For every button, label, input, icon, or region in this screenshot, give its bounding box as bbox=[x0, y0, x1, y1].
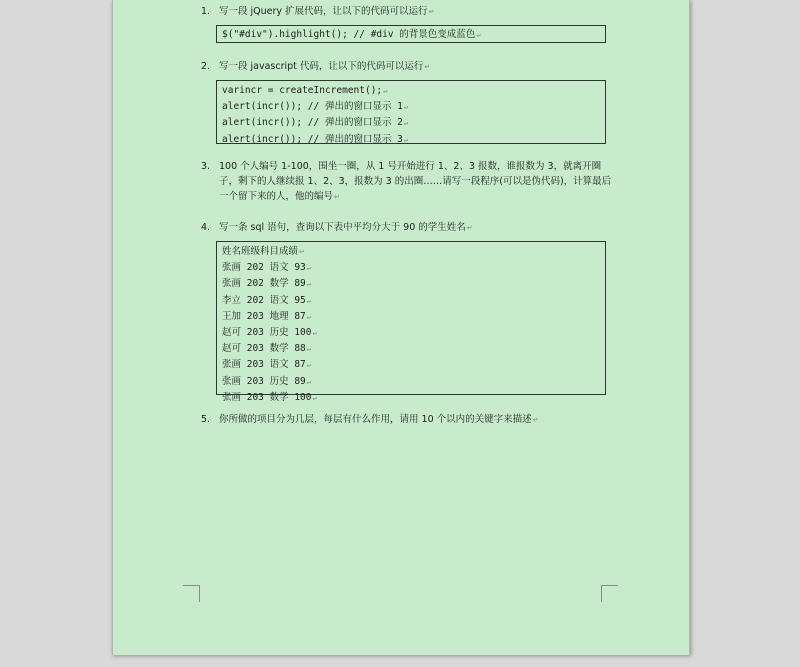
code-line: alert(incr()); // 弹出的窗口显示 1 bbox=[222, 101, 403, 113]
table-row: 张画 203 语文 87 bbox=[222, 359, 306, 371]
document-page: 1. 写一段 jQuery 扩展代码，让以下的代码可以运行↵ $("#div").highlight(); // #div 的背景色变成蓝色↵ 2. 写一段 javascript 代码，让以下的代码可以运行↵ varincr = createIncrement();↵ alert(incr()); // 弹出的窗口显示 1↵ alert(incr()); // 弹出的窗口显示 2↵ alert(incr()); // 弹出的窗口显示 3↵ 3. 100 个人编号 1-100，围坐一圈，从 1 号开始进行 1、2、3 报数，谁报数为 3，就离开圈子，剩下的人继续报 1、2、3，报数为 3 的出圈……请写一段程序(可以是伪代码)，计算最后一个留下来的人，他的编号↵ 4. 写一条 sql 语句，查询以下表中平均分大于 90 的学生姓名↵ 姓名班级科目成绩↵ 张画 202 语文 93↵ 张画 202 数学 89↵ 李立 202 语文 95↵ 王加 203 地理 87↵ 赵可 203 历史 100↵ 赵可 203 数学 88↵ 张画 203 语文 87↵ 张画 203 历史 89↵ 张画 203 数学 100↵ 5. 你所做的项目分为几层，每层有什么作用，请用 10 个以内的关键字来描述↵ bbox=[112, 0, 690, 655]
table-row: 赵可 203 数学 88 bbox=[222, 343, 306, 355]
code-block-2: varincr = createIncrement();↵ alert(incr()); // 弹出的窗口显示 1↵ alert(incr()); // 弹出的窗口显示 2↵ alert(incr()); // 弹出的窗口显示 3↵ bbox=[216, 80, 606, 144]
question-number: 1. bbox=[201, 6, 211, 17]
question-text: 你所做的项目分为几层，每层有什么作用，请用 10 个以内的关键字来描述 bbox=[219, 414, 532, 425]
table-row: 张画 203 数学 100 bbox=[222, 391, 312, 403]
table-header: 姓名班级科目成绩 bbox=[222, 246, 299, 257]
table-row: 赵可 203 历史 100 bbox=[222, 327, 312, 339]
question-number: 4. bbox=[201, 222, 211, 233]
crop-mark-left bbox=[183, 585, 200, 602]
question-text: 100 个人编号 1-100，围坐一圈，从 1 号开始进行 1、2、3 报数，谁报数为 3，就离开圈子，剩下的人继续报 1、2、3，报数为 3 的出圈……请写一段程序(可以是伪代码)，计算最后一个留下来的人，他的编号 bbox=[219, 161, 612, 202]
question-number: 3. bbox=[201, 161, 211, 172]
code-line: $("#div").highlight(); // #div 的背景色变成蓝色 bbox=[222, 29, 476, 40]
table-row: 张画 202 数学 89 bbox=[222, 278, 306, 290]
code-block-1: $("#div").highlight(); // #div 的背景色变成蓝色↵ bbox=[216, 25, 606, 43]
code-line: alert(incr()); // 弹出的窗口显示 3 bbox=[222, 133, 403, 145]
table-row: 张画 202 语文 93 bbox=[222, 262, 306, 274]
table-row: 张画 203 历史 89 bbox=[222, 375, 306, 387]
crop-mark-right bbox=[601, 585, 618, 602]
table-row: 王加 203 地理 87 bbox=[222, 310, 306, 322]
score-table-block: 姓名班级科目成绩↵ 张画 202 语文 93↵ 张画 202 数学 89↵ 李立 202 语文 95↵ 王加 203 地理 87↵ 赵可 203 历史 100↵ 赵可 203 数学 88↵ 张画 203 语文 87↵ 张画 203 历史 89↵ 张画 203 数学 100↵ bbox=[216, 241, 606, 395]
code-line: varincr = createIncrement(); bbox=[222, 85, 383, 96]
question-text: 写一段 jQuery 扩展代码，让以下的代码可以运行 bbox=[219, 6, 428, 17]
question-text: 写一条 sql 语句，查询以下表中平均分大于 90 的学生姓名 bbox=[219, 222, 466, 233]
table-row: 李立 202 语文 95 bbox=[222, 294, 306, 306]
question-text: 写一段 javascript 代码，让以下的代码可以运行 bbox=[219, 61, 424, 72]
question-number: 5. bbox=[201, 414, 211, 425]
code-line: alert(incr()); // 弹出的窗口显示 2 bbox=[222, 117, 403, 129]
question-number: 2. bbox=[201, 61, 211, 72]
